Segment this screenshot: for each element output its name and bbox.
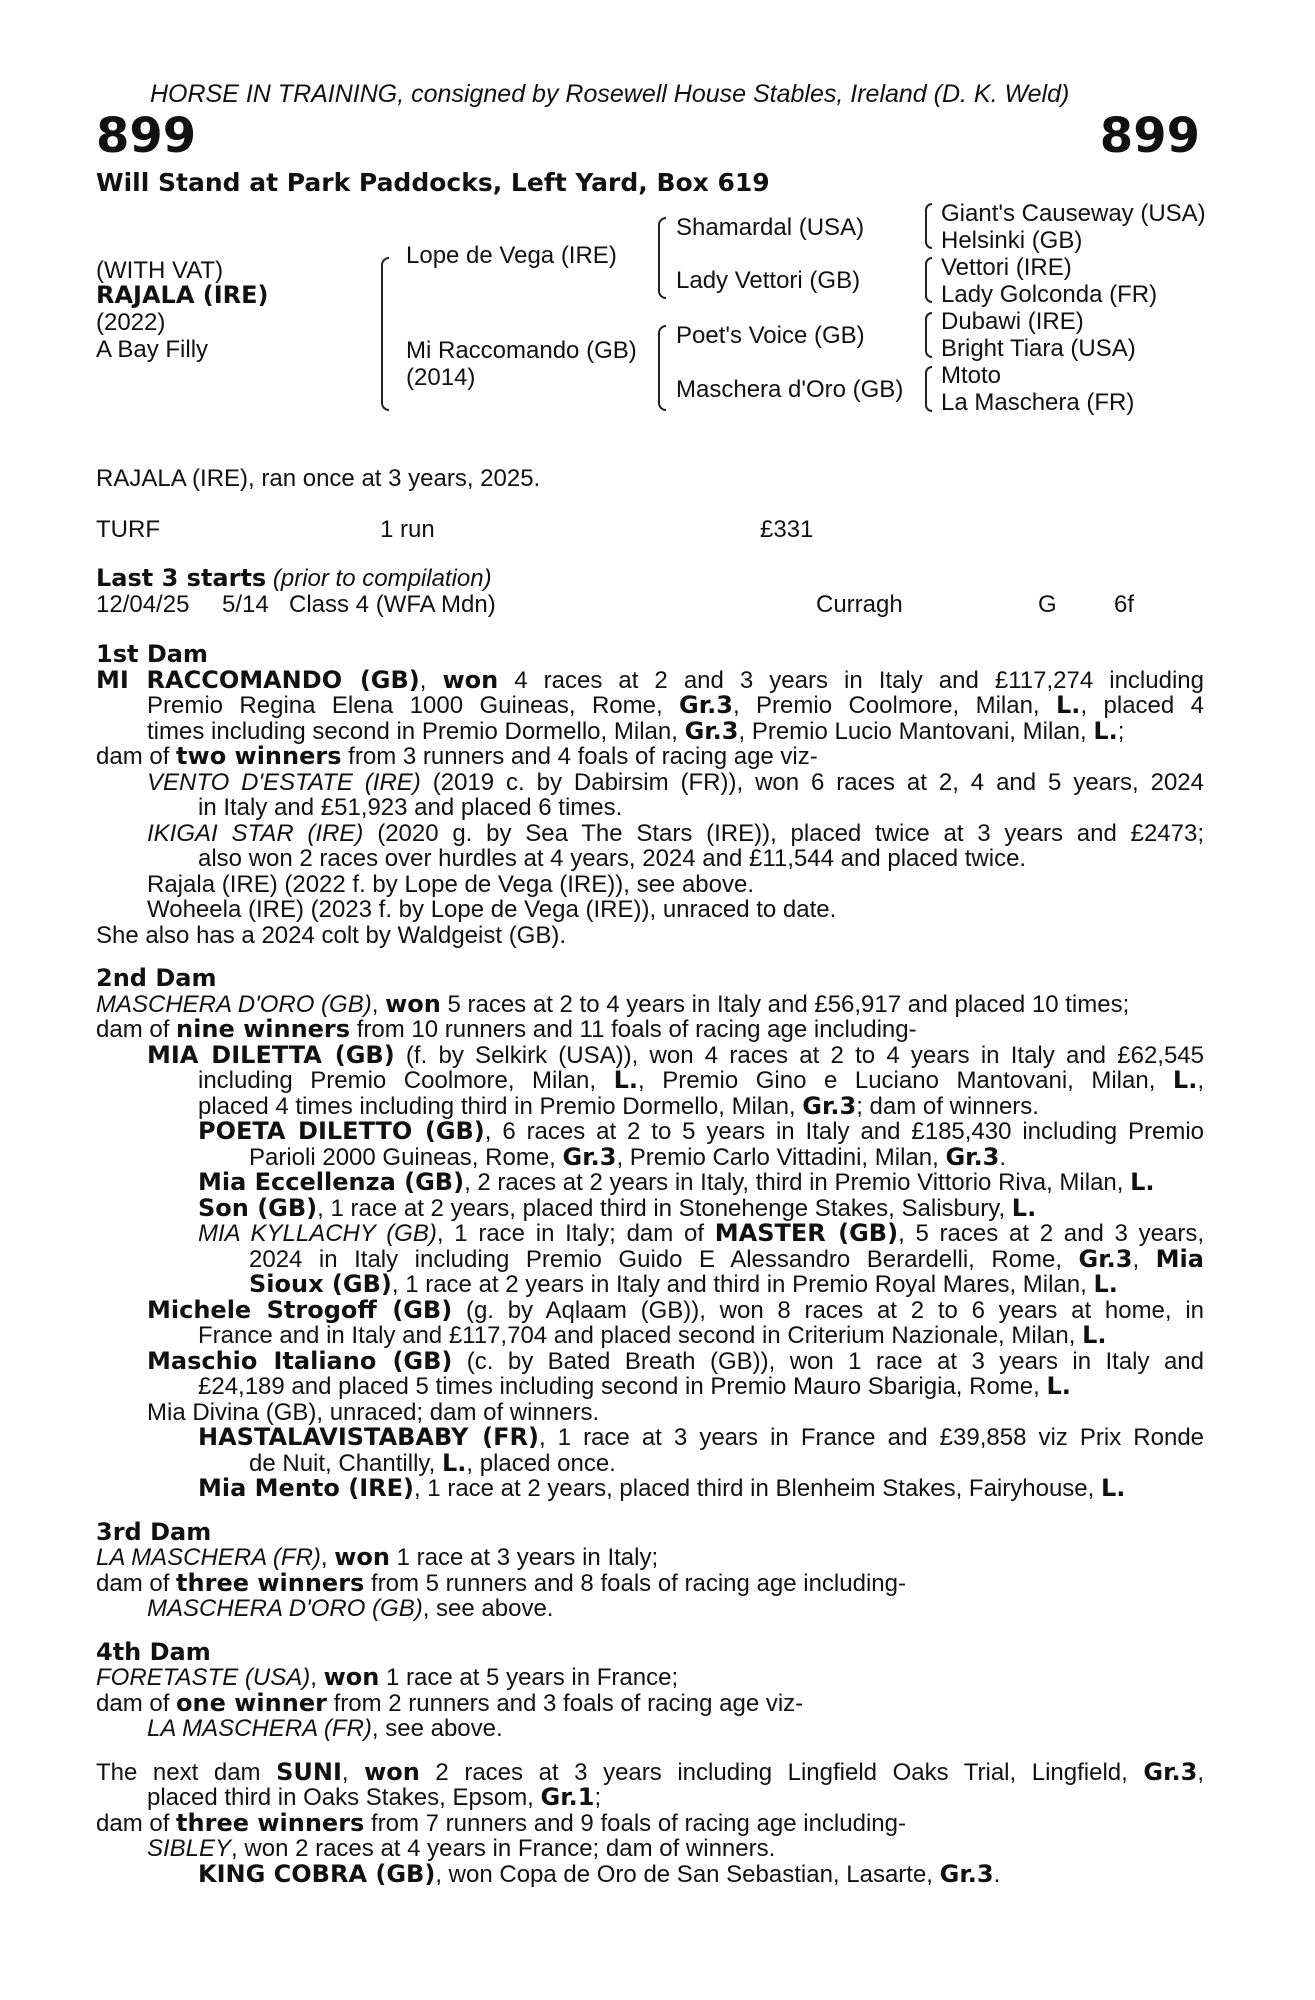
runs: 1 run <box>380 516 435 543</box>
text-fragment: ; <box>594 1784 602 1811</box>
section-heading: 2nd Dam <box>96 964 217 992</box>
produce-line: Rajala (IRE) (2022 f. by Lope de Vega (IRE)), see above. <box>147 870 754 898</box>
dam-line <box>96 1665 1204 1691</box>
text-fragment: two winners <box>176 742 342 770</box>
produce-line <box>96 770 1204 796</box>
dsd: Bright Tiara (USA) <box>941 335 1136 362</box>
text-fragment: POETA DILETTO (GB) <box>198 1117 485 1145</box>
sire-dam: Lady Vettori (GB) <box>676 267 861 294</box>
produce-line <box>96 1272 1204 1298</box>
start-distance: 6f <box>1114 591 1135 618</box>
produce-line <box>96 1425 1204 1451</box>
text-fragment: 2024 in Italy including Premio Guido E Alessandro Berardelli, Rome, <box>249 1245 1079 1273</box>
dam-brace <box>658 325 666 411</box>
text-fragment: Premio Regina Elena 1000 Guineas, Rome, <box>147 692 680 719</box>
text-fragment: (2019 c. by Dabirsim (FR)), won 6 races at 2, 4 and 5 years, 2024 <box>420 768 1204 796</box>
ddd: La Maschera (FR) <box>941 389 1135 416</box>
text-fragment: , see above. <box>422 1595 554 1622</box>
text-fragment: won <box>323 1663 380 1691</box>
text-fragment: placed third in Oaks Stakes, Epsom, <box>147 1784 541 1811</box>
text-fragment: Gr.3 <box>679 691 733 719</box>
dam-line <box>96 1017 1204 1043</box>
text-fragment: three winners <box>176 1568 365 1597</box>
text-fragment: 4 races at 2 and 3 years in Italy and £117,274 including <box>498 666 1204 694</box>
text-fragment: LA MASCHERA (FR) <box>96 1544 321 1571</box>
text-fragment: (g. by Aqlaam (GB)), won 8 races at 2 to 6 years at home, in <box>452 1296 1204 1324</box>
produce-line <box>96 821 1204 847</box>
section-heading: 1st Dam <box>96 640 208 668</box>
text-fragment: (c. by Bated Breath (GB)), won 1 race at 3 years in Italy and <box>452 1347 1204 1375</box>
text-fragment: Gr.3 <box>562 1142 617 1171</box>
produce-line <box>96 1193 1204 1222</box>
text-fragment: from 2 runners and 3 foals of racing age viz- <box>326 1689 804 1717</box>
last-starts-heading <box>96 566 492 592</box>
text-fragment: , 1 race at 3 years in France and £39,858 viz Prix Ronde <box>538 1424 1205 1451</box>
section-heading: 4th Dam <box>96 1637 211 1666</box>
text-fragment: , 1 race at 2 years in Italy and third in Premio Royal Mares, Milan, <box>391 1271 1094 1298</box>
text-fragment: 2 races at 3 years including Lingfield Oaks Trial, Lingfield, <box>419 1758 1144 1786</box>
text-fragment: L. <box>1093 716 1118 745</box>
dam-line <box>96 1757 1204 1786</box>
dds: Mtoto <box>941 362 1002 389</box>
produce-line <box>96 1716 1204 1742</box>
text-fragment: . <box>993 1860 1001 1888</box>
text-fragment: Gr.3 <box>802 1091 857 1120</box>
last-starts-title: Last 3 starts <box>96 564 267 592</box>
dss: Dubawi (IRE) <box>941 308 1084 335</box>
produce-line <box>96 1119 1204 1145</box>
produce-line <box>96 1476 1204 1502</box>
text-fragment: one winner <box>176 1688 327 1717</box>
produce-line <box>96 1170 1204 1196</box>
text-fragment: 5 races at 2 to 4 years in Italy and £56,917 and placed 10 times; <box>440 990 1130 1018</box>
text-fragment: , <box>341 1758 365 1786</box>
start-course: Curragh <box>816 591 903 618</box>
text-fragment: L. <box>1011 1193 1037 1222</box>
text-fragment: , Premio Lucio Mantovani, Milan, <box>738 717 1094 745</box>
sss: Giant's Causeway (USA) <box>941 200 1206 227</box>
start-date: 12/04/25 <box>96 591 190 618</box>
text-fragment: , 5 races at 2 and 3 years, <box>898 1220 1204 1247</box>
produce-line: also won 2 races over hurdles at 4 years, 2024 and £11,544 and placed twice. <box>198 845 1027 872</box>
dam-year: (2014) <box>406 364 476 391</box>
text-fragment: Gr.3 <box>945 1142 1000 1171</box>
text-fragment: LA MASCHERA (FR) <box>147 1715 372 1742</box>
sire-brace <box>658 217 666 299</box>
text-fragment: dam of <box>96 1809 177 1837</box>
text-fragment: , placed once. <box>466 1449 616 1477</box>
dam-line <box>96 744 1204 770</box>
section-heading: 3rd Dam <box>96 1517 212 1546</box>
text-fragment: , <box>371 990 386 1018</box>
horse-description: A Bay Filly <box>96 336 209 363</box>
second-dam-section <box>96 966 1204 1502</box>
text-fragment: MASCHERA D'ORO (GB) <box>96 990 372 1018</box>
ss-brace <box>925 203 932 249</box>
main-brace <box>381 257 389 411</box>
text-fragment: HASTALAVISTABABY (FR) <box>198 1423 539 1451</box>
text-fragment: MI RACCOMANDO (GB) <box>96 665 420 694</box>
text-fragment: (2020 g. by Sea The Stars (IRE)), placed twice at 3 years and £2473; <box>363 819 1205 847</box>
produce-line <box>96 1836 1204 1862</box>
produce-line <box>96 1295 1204 1324</box>
produce-line <box>96 1346 1204 1375</box>
text-fragment: £24,189 and placed 5 times including second in Premio Mauro Sbarigia, Rome, <box>198 1373 1047 1400</box>
text-fragment: , <box>320 1544 335 1571</box>
text-fragment: MIA DILETTA (GB) <box>147 1040 395 1069</box>
text-fragment: , won 2 races at 4 years in France; dam of winners. <box>231 1835 776 1862</box>
text-fragment: from 3 runners and 4 foals of racing age viz- <box>341 743 818 770</box>
produce-line: She also has a 2024 colt by Waldgeist (GB). <box>96 921 567 949</box>
text-fragment: Gr.3 <box>684 716 739 745</box>
text-fragment: Maschio Italiano (GB) <box>147 1346 453 1375</box>
dam-line <box>96 1545 1204 1571</box>
text-fragment: Sioux (GB) <box>249 1270 392 1298</box>
text-fragment: , <box>1197 1067 1204 1094</box>
text-fragment: France and in Italy and £117,704 and placed second in Criterium Nazionale, Milan, <box>198 1322 1083 1349</box>
surface: TURF <box>96 516 160 543</box>
fourth-dam-section <box>96 1637 1204 1742</box>
horse-year: (2022) <box>96 309 166 336</box>
produce-line <box>96 1596 1204 1622</box>
sire: Lope de Vega (IRE) <box>406 242 617 269</box>
dam-line <box>96 1688 1204 1717</box>
dam-line <box>96 1808 1204 1837</box>
text-fragment: placed 4 times including third in Premio Dormello, Milan, <box>198 1092 803 1120</box>
text-fragment: MASCHERA D'ORO (GB) <box>147 1595 423 1622</box>
text-fragment: L. <box>1172 1066 1198 1094</box>
text-fragment: dam of <box>96 1016 177 1043</box>
sds: Vettori (IRE) <box>941 254 1072 281</box>
dam-line <box>96 1568 1204 1597</box>
text-fragment: , Premio Coolmore, Milan, <box>732 692 1057 719</box>
produce-line <box>96 1142 1204 1171</box>
text-fragment: ; dam of winners. <box>856 1092 1039 1120</box>
produce-line <box>96 1040 1204 1069</box>
text-fragment: IKIGAI STAR (IRE) <box>147 819 364 847</box>
text-fragment: Gr.3 <box>1143 1757 1198 1786</box>
horse-name: RAJALA (IRE) <box>96 281 269 309</box>
text-fragment: FORETASTE (USA) <box>96 1664 311 1691</box>
race-record-summary: RAJALA (IRE), ran once at 3 years, 2025. <box>96 465 541 492</box>
start-race: Class 4 (WFA Mdn) <box>289 591 496 618</box>
text-fragment: nine winners <box>176 1015 351 1043</box>
text-fragment: dam of <box>96 1569 177 1597</box>
text-fragment: dam of <box>96 1689 177 1717</box>
produce-line <box>96 1068 1204 1094</box>
text-fragment: dam of <box>96 743 177 770</box>
stand-location: Will Stand at Park Paddocks, Left Yard, Box 619 <box>96 168 770 197</box>
text-fragment: de Nuit, Chantilly, <box>249 1449 442 1477</box>
text-fragment: L. <box>1100 1474 1126 1502</box>
text-fragment: 1 race at 3 years in Italy; <box>390 1544 659 1571</box>
text-fragment: , 2 races at 2 years in Italy, third in Premio Vittorio Riva, Milan, <box>464 1169 1131 1196</box>
lot-number-right: 899 <box>1099 108 1200 164</box>
text-fragment: , <box>419 666 443 694</box>
sd-brace <box>925 257 932 303</box>
text-fragment: Gr.1 <box>540 1783 595 1811</box>
text-fragment: , <box>1132 1245 1156 1273</box>
produce-line: Woheela (IRE) (2023 f. by Lope de Vega (IRE)), unraced to date. <box>147 896 837 923</box>
text-fragment: won <box>334 1543 390 1571</box>
text-fragment: Mia Eccellenza (GB) <box>198 1168 465 1196</box>
ssd: Helsinki (GB) <box>941 227 1083 254</box>
lot-number-left: 899 <box>96 108 197 164</box>
earnings: £331 <box>760 516 814 543</box>
text-fragment: won <box>442 665 499 694</box>
text-fragment: L. <box>1046 1372 1071 1400</box>
text-fragment: , <box>1197 1758 1204 1786</box>
text-fragment: from 5 runners and 8 foals of racing age including- <box>364 1569 906 1597</box>
catalogue-header: HORSE IN TRAINING, consigned by Rosewell House Stables, Ireland (D. K. Weld) <box>150 80 1070 108</box>
text-fragment: . <box>999 1143 1007 1171</box>
text-fragment: ; <box>1117 717 1125 745</box>
dam-line <box>96 716 1204 745</box>
text-fragment: , won Copa de Oro de San Sebastian, Lasarte, <box>435 1860 940 1888</box>
text-fragment: three winners <box>176 1808 365 1837</box>
produce-line <box>96 1323 1204 1349</box>
dam-line <box>96 1785 1204 1811</box>
text-fragment: Mia Mento (IRE) <box>198 1474 414 1502</box>
text-fragment: Michele Strogoff (GB) <box>147 1295 453 1324</box>
text-fragment: L. <box>1082 1321 1107 1349</box>
text-fragment: Son (GB) <box>198 1193 318 1222</box>
text-fragment: L. <box>1093 1270 1118 1298</box>
last-starts-note: (prior to compilation) <box>272 565 492 592</box>
text-fragment: KING COBRA (GB) <box>198 1859 436 1888</box>
dam-line <box>96 693 1204 719</box>
dam-sire: Poet's Voice (GB) <box>676 322 865 349</box>
produce-line <box>96 1859 1204 1888</box>
third-dam-section <box>96 1517 1204 1622</box>
produce-line <box>96 1244 1204 1273</box>
dd-brace <box>925 366 932 412</box>
start-going: G <box>1038 591 1057 618</box>
produce-line <box>96 1091 1204 1120</box>
text-fragment: , see above. <box>371 1715 503 1742</box>
text-fragment: L. <box>1130 1168 1155 1196</box>
text-fragment: SUNI <box>276 1757 342 1786</box>
text-fragment: SIBLEY <box>147 1835 232 1862</box>
text-fragment: Gr.3 <box>1078 1244 1133 1273</box>
text-fragment: Parioli 2000 Guineas, Rome, <box>249 1143 563 1171</box>
text-fragment: , Premio Carlo Vittadini, Milan, <box>616 1143 946 1171</box>
text-fragment: , 1 race at 2 years, placed third in Blenheim Stakes, Fairyhouse, <box>413 1475 1101 1502</box>
text-fragment: MASTER (GB) <box>714 1219 899 1247</box>
text-fragment: Mia <box>1155 1244 1204 1273</box>
produce-line: in Italy and £51,923 and placed 6 times. <box>198 794 623 821</box>
produce-line: Mia Divina (GB), unraced; dam of winners. <box>147 1398 600 1426</box>
ds-brace <box>925 312 932 358</box>
text-fragment: , placed 4 <box>1080 692 1204 719</box>
first-dam-section <box>96 642 1204 948</box>
text-fragment: , 1 race in Italy; dam of <box>436 1220 715 1247</box>
start-position: 5/14 <box>222 591 269 618</box>
text-fragment: , Premio Gino e Luciano Mantovani, Milan, <box>638 1067 1173 1094</box>
text-fragment: 1 race at 5 years in France; <box>379 1664 679 1691</box>
text-fragment: L. <box>441 1448 467 1477</box>
text-fragment: , 1 race at 2 years, placed third in Stonehenge Stakes, Salisbury, <box>317 1194 1012 1222</box>
text-fragment: times including second in Premio Dormello, Milan, <box>147 717 685 745</box>
text-fragment: (f. by Selkirk (USA)), won 4 races at 2 to 4 years in Italy and £62,545 <box>394 1041 1204 1069</box>
dam-line <box>96 665 1204 694</box>
vat-note: (WITH VAT) <box>96 257 224 284</box>
text-fragment: including Premio Coolmore, Milan, <box>198 1067 614 1094</box>
dam-line <box>96 989 1204 1018</box>
produce-line <box>96 1374 1204 1400</box>
text-fragment: L. <box>613 1066 639 1094</box>
text-fragment: L. <box>1056 691 1081 719</box>
text-fragment: VENTO D'ESTATE (IRE) <box>147 768 421 796</box>
text-fragment: The next dam <box>96 1758 277 1786</box>
text-fragment: , <box>310 1664 324 1691</box>
sire-sire: Shamardal (USA) <box>676 214 865 241</box>
text-fragment: MIA KYLLACHY (GB) <box>198 1220 437 1247</box>
text-fragment: Gr.3 <box>939 1859 994 1888</box>
sdd: Lady Golconda (FR) <box>941 281 1158 308</box>
dam-dam: Maschera d'Oro (GB) <box>676 376 904 403</box>
next-dam-section <box>96 1757 1204 1888</box>
produce-line <box>96 1448 1204 1477</box>
text-fragment: from 7 runners and 9 foals of racing age including- <box>364 1809 906 1837</box>
produce-record <box>96 642 1204 1887</box>
text-fragment: won <box>385 989 441 1018</box>
text-fragment: won <box>364 1757 420 1786</box>
text-fragment: from 10 runners and 11 foals of racing age including- <box>350 1016 917 1043</box>
produce-line <box>96 1221 1204 1247</box>
dam: Mi Raccomando (GB) <box>406 337 637 364</box>
text-fragment: , 6 races at 2 to 5 years in Italy and £185,430 including Premio <box>484 1118 1204 1145</box>
